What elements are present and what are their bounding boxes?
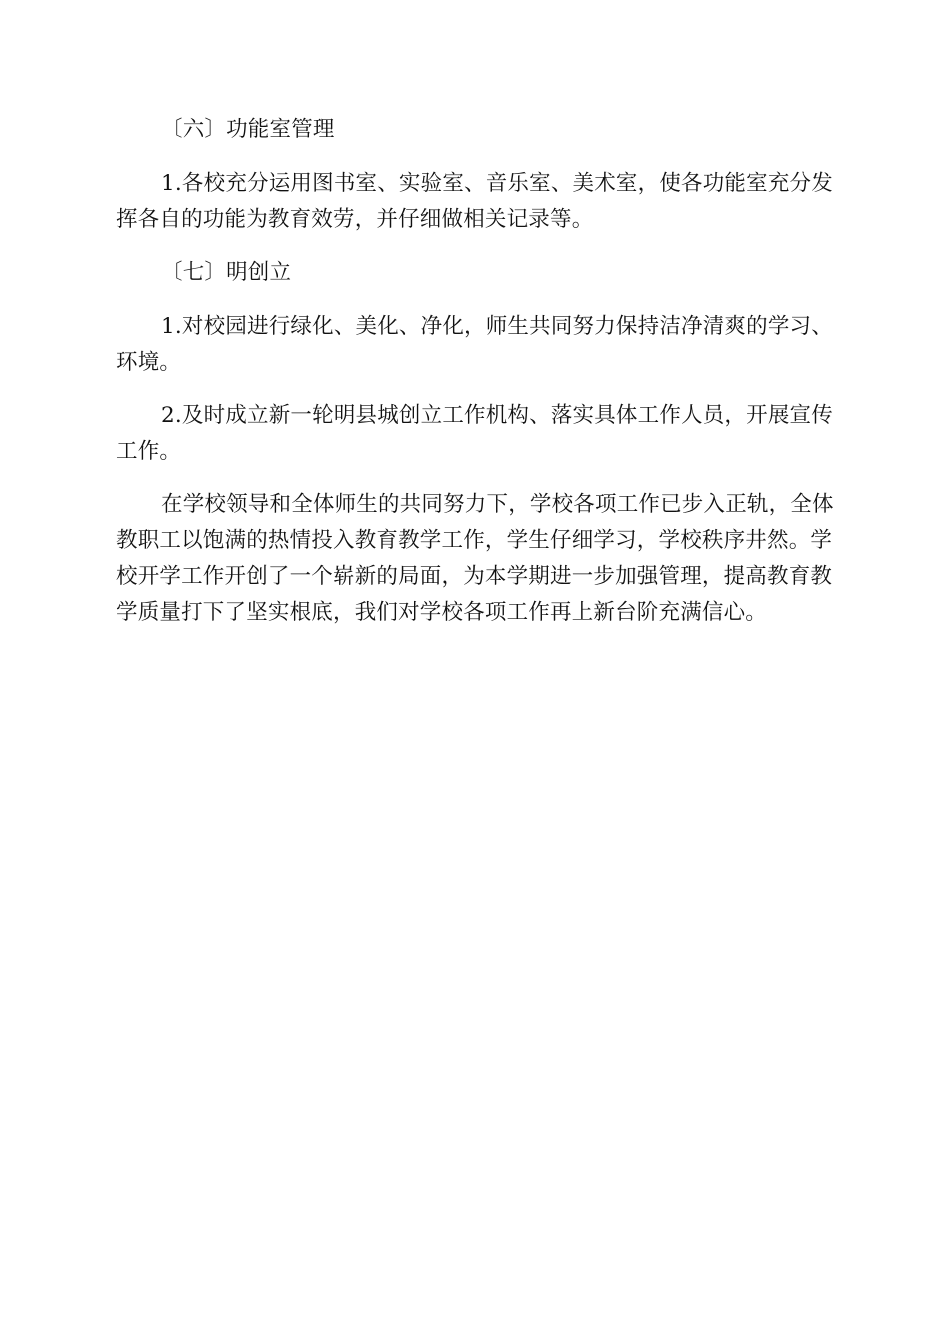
- section-7-item-1: 1.对校园进行绿化、美化、净化，师生共同努力保持洁净清爽的学习、环境。: [116, 314, 833, 375]
- document-body: [116, 112, 836, 648]
- section-7-item-2: 2.及时成立新一轮明县城创立工作机构、落实具体工作人员，开展宣传工作。: [116, 403, 833, 464]
- section-heading-functional-rooms: 〔六〕功能室管理: [161, 117, 335, 142]
- section-6-item-1: 1.各校充分运用图书室、实验室、音乐室、美术室，使各功能室充分发挥各自的功能为教育效劳，并仔细做相关记录等。: [116, 171, 833, 232]
- section-heading-campus-creation: 〔七〕明创立: [161, 260, 292, 285]
- conclusion-paragraph: 在学校领导和全体师生的共同努力下，学校各项工作已步入正轨，全体教职工以饱满的热情投入教育教学工作，学生仔细学习，学校秩序井然。学校开学工作开创了一个崭新的局面，为本学期进一步加强管理，提高教育教学质量打下了坚实根底，我们对学校各项工作再上新台阶充满信心。: [116, 492, 834, 625]
